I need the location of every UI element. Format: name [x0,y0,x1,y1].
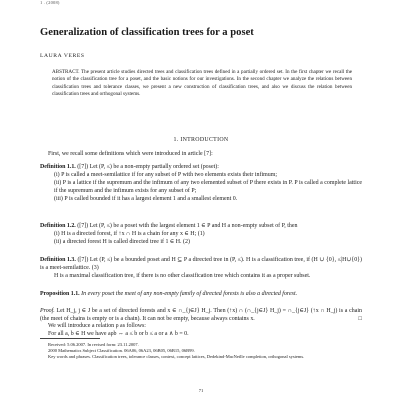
definition-1-3-lead: ([7]) Let (P, ≤) be a bounded poset and H ⊆ P a directed tree in (P, ≤). H is a classification tree, if (H ∪ {0}, ≤|H∪{0}) is a meet-semilattice. (3) [40,257,362,272]
abstract-label: ABSTRACT. [52,69,80,75]
proof-label: Proof. [40,308,55,314]
definition-1-1-item-i: (i) P is called a meet-semilattice if for any subset of P with two elements exists their infimum; [54,172,277,179]
paper-page [40,0,362,400]
proposition-1-1 [40,290,362,298]
definition-1-3-label: Definition 1.3. [40,257,76,263]
intro-paragraph: First, we recall some definitions which were introduced in article [7]: [48,151,213,157]
footnote-received: Received: 5.06.2007. In revised form: 23.11.2007. [48,342,139,347]
footnotes [40,342,362,360]
proof-block [40,307,362,323]
definition-1-2-item-i: (i) H is a directed forest, if ↑x ∩ H is a chain for any x ∈ H; (1) [54,231,205,238]
proposition-1-1-text: In every poset the meet of any non-empty family of directed forests is also a directed forest. [81,291,298,297]
definition-1-2-lead: ([7]) Let (P, ≤) be a poset with the largest element 1 ∈ P and H a non-empty subset of P, then [77,223,298,229]
relation-intro: We will introduce a relation ρ as follows: [48,323,146,329]
proof-text: Let H_j, j ∈ J be a set of directed forests and x ∈ ∩_{j∈J} H_j. Then (↑x) ∩ (∩_{j∈J} H_j) = ∩_{j∈J} (↑x ∩ H_j) is a chain (the meet of chains is empty or is a chain). It can not be empty, because always contains x. [40,308,362,323]
proposition-1-1-label: Proposition 1.1. [40,291,80,297]
definition-1-3-tail: H is a maximal classification tree, if there is no other classification tree which contains it as a proper subset. [54,273,311,280]
abstract [52,69,352,99]
definition-1-2-item-ii: (ii) a directed forest H is called directed tree if 1 ∈ H. (2) [54,239,190,246]
definition-1-3 [40,256,362,280]
definition-1-1 [40,163,362,203]
definition-1-1-item-iii: (iii) P is called bounded if it has a largest element 1 and a smallest element 0. [54,196,238,203]
definition-1-1-label: Definition 1.1. [40,164,76,170]
section-heading: 1. INTRODUCTION [173,137,229,143]
definition-1-2-label: Definition 1.2. [40,223,76,229]
definition-1-2 [40,222,362,246]
relation-definition: For all a, b ∈ H we have aρb ⇔ a ≤ b or b ≤ a or a ∧ b = 0. [48,331,189,338]
relation-paragraph [40,322,370,338]
definition-1-1-lead: ([7]) Let (P, ≤) be a non-empty partially ordered set (poset): [77,164,219,170]
abstract-text: The present article studies directed trees and classification trees defined in a partially ordered set. In the first chapter we recall the notion of the classification tree for a poset, and the basic notions for our investigations. In the second chapter we analyze the relations between classification trees and tolerance classes, we present a new construction of classification trees, and also we discuss the relation between classification trees and orthogonal systems. [52,69,352,98]
qed-symbol: □ [358,316,362,323]
footnote-rule [40,338,100,339]
definition-1-1-item-ii: (ii) P is a lattice if the supremum and the infimum of any two elemented subset of P there exists in P. P is called a complete lattice if the supremum and the infimum exists for any subset of P; [54,180,362,195]
journal-header: 1 . (2008) [40,0,60,5]
footnote-keywords: Key words and phrases. Classification trees, tolerance classes, context, concept lattices, Dedekind-MacNeille completion, orthogonal systems. [48,354,305,360]
paper-title: Generalization of classification trees for a poset [40,27,254,38]
footnote-msc: 2000 Mathematics Subject Classification. 06A06, 06A23, 06B05, 06B15, 06B99. [48,348,195,354]
author-name: LAURA VERES [40,53,85,59]
page-number: 71 [198,388,204,393]
